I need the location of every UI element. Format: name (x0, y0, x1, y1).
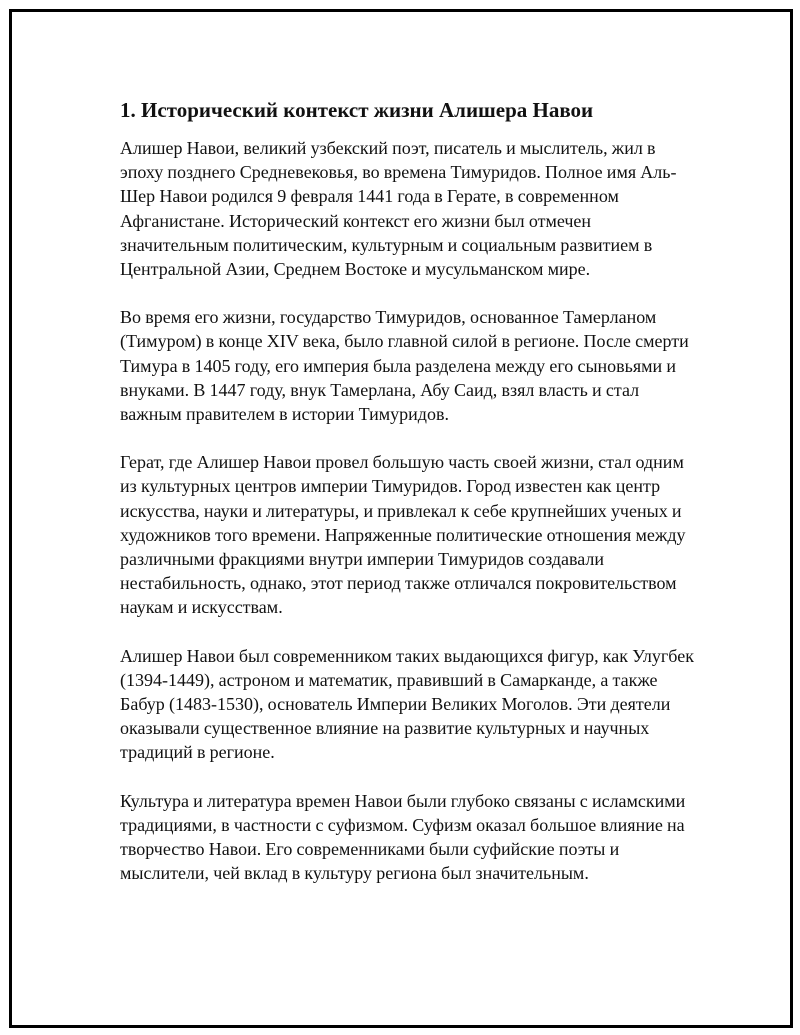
section-heading: 1. Исторический контекст жизни Алишера Навои (120, 98, 594, 122)
paragraph-4: Алишер Навои был современником таких выдающихся фигур, как Улугбек (1394-1449), астроном и математик, правивший в Самарканде, а также Бабур (1483-1530), основатель Империи Великих Моголов. Эти деятели оказывали существенное влияние на развитие культурных и научных традиций в регионе. (120, 645, 694, 763)
paragraph-5: Культура и литература времен Навои были глубоко связаны с исламскими традициями, в частности с суфизмом. Суфизм оказал большое влияние на творчество Навои. Его современниками были суфийские поэты и мыслители, чей вклад в культуру региона был значительным. (120, 790, 686, 884)
paragraph-1: Алишер Навои, великий узбекский поэт, писатель и мыслитель, жил в эпоху позднего Средневековья, во времена Тимуридов. Полное имя Аль-Шер Навои родился 9 февраля 1441 года в Герате, в современном Афганистане. Исторический контекст его жизни был отмечен значительным политическим, культурным и социальным развитием в Центральной Азии, Среднем Востоке и мусульманском мире. (120, 138, 677, 280)
paragraph-3: Герат, где Алишер Навои провел большую часть своей жизни, стал одним из культурных центров империи Тимуридов. Город известен как центр искусства, науки и литературы, и привлекал к себе крупнейших ученых и художников того времени. Напряженные политические отношения между различными фракциями внутри империи Тимуридов создавали нестабильность, однако, этот период также отличался покровительством наукам и искусствам. (120, 452, 686, 618)
document-body (120, 96, 700, 909)
paragraph-2: Во время его жизни, государство Тимуридов, основанное Тамерланом (Тимуром) в конце XIV века, было главной силой в регионе. После смерти Тимура в 1405 году, его империя была разделена между его сыновьями и внуками. В 1447 году, внук Тамерлана, Абу Саид, взял власть и стал важным правителем в истории Тимуридов. (120, 307, 689, 425)
document-page (9, 9, 793, 1028)
